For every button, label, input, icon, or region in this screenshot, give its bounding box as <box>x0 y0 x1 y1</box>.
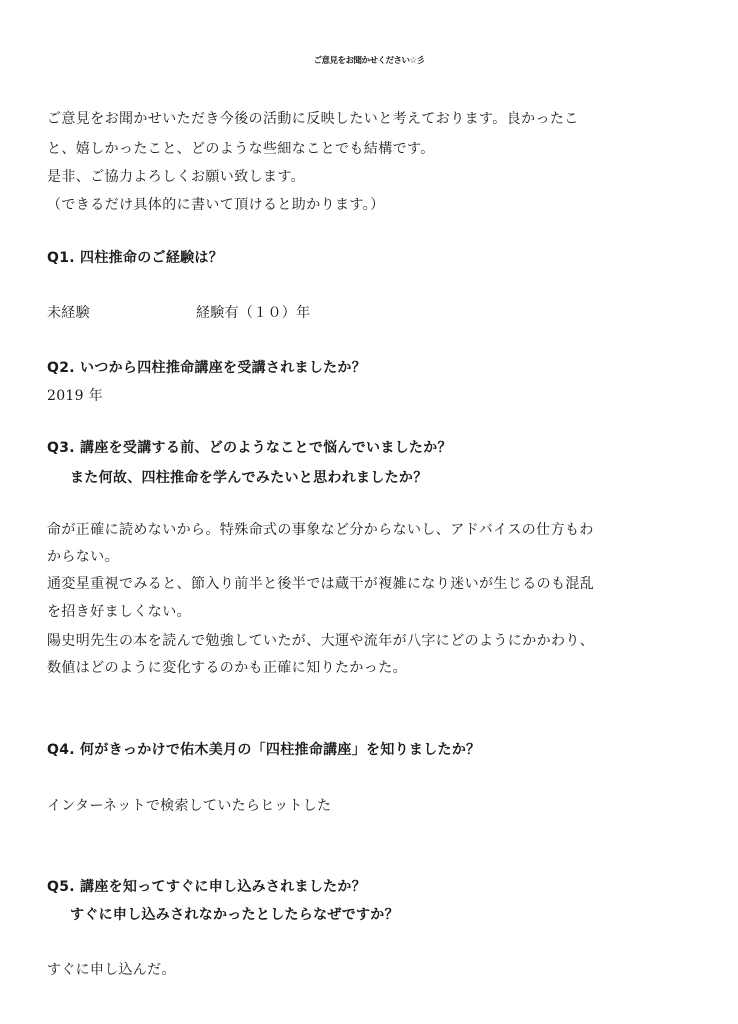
q3-answer-line-6: 数値はどのように変化するのかも正確に知りたかった。 <box>47 660 407 676</box>
q4-question: Q4. 何がきっかけで佑木美月の「四柱推命講座」を知りましたか？ <box>47 742 481 758</box>
q2-question: Q2. いつから四柱推命講座を受講されましたか？ <box>47 360 367 376</box>
intro-line-4: （できるだけ具体的に書いて頂けると助かります。） <box>47 197 385 213</box>
intro-line-2: と、嬉しかったこと、どのような些細なことでも結構です。 <box>47 141 435 157</box>
q5-question-line-1: Q5. 講座を知ってすぐに申し込みされましたか？ <box>47 879 367 895</box>
q1-question: Q1. 四柱推命のご経験は？ <box>47 250 224 266</box>
q1-option-experienced: 経験有（１０）年 <box>196 305 311 321</box>
q3-answer-line-3: 通変星重視でみると、節入り前半と後半では蔵干が複雑になり迷いが生じるのも混乱 <box>47 576 595 592</box>
q2-answer: 2019 年 <box>47 388 103 404</box>
page-title: ご意見をお聞かせください☆彡 <box>313 56 425 66</box>
q3-answer-line-5: 陽史明先生の本を読んで勉強していたが、大運や流年が八字にどのようにかかわり、 <box>47 633 595 649</box>
q3-answer-line-4: を招き好ましくない。 <box>47 604 191 620</box>
q4-answer: インターネットで検索していたらヒットした <box>47 798 332 814</box>
q1-option-none: 未経験 <box>47 305 90 321</box>
q3-question-line-2: また何故、四柱推命を学んでみたいと思われましたか？ <box>70 470 428 486</box>
q3-question-line-1: Q3. 講座を受講する前、どのようなことで悩んでいましたか？ <box>47 440 452 456</box>
q3-answer-line-2: からない。 <box>47 549 119 565</box>
intro-line-3: 是非、ご協力よろしくお願い致します。 <box>47 169 306 185</box>
q5-question-line-2: すぐに申し込みされなかったとしたらなぜですか？ <box>70 907 399 923</box>
intro-line-1: ご意見をお聞かせいただき今後の活動に反映したいと考えております。良かったこ <box>47 111 579 127</box>
q5-answer: すぐに申し込んだ。 <box>47 962 176 978</box>
q3-answer-line-1: 命が正確に読めないから。特殊命式の事象など分からないし、アドバイスの仕方もわ <box>47 522 594 538</box>
